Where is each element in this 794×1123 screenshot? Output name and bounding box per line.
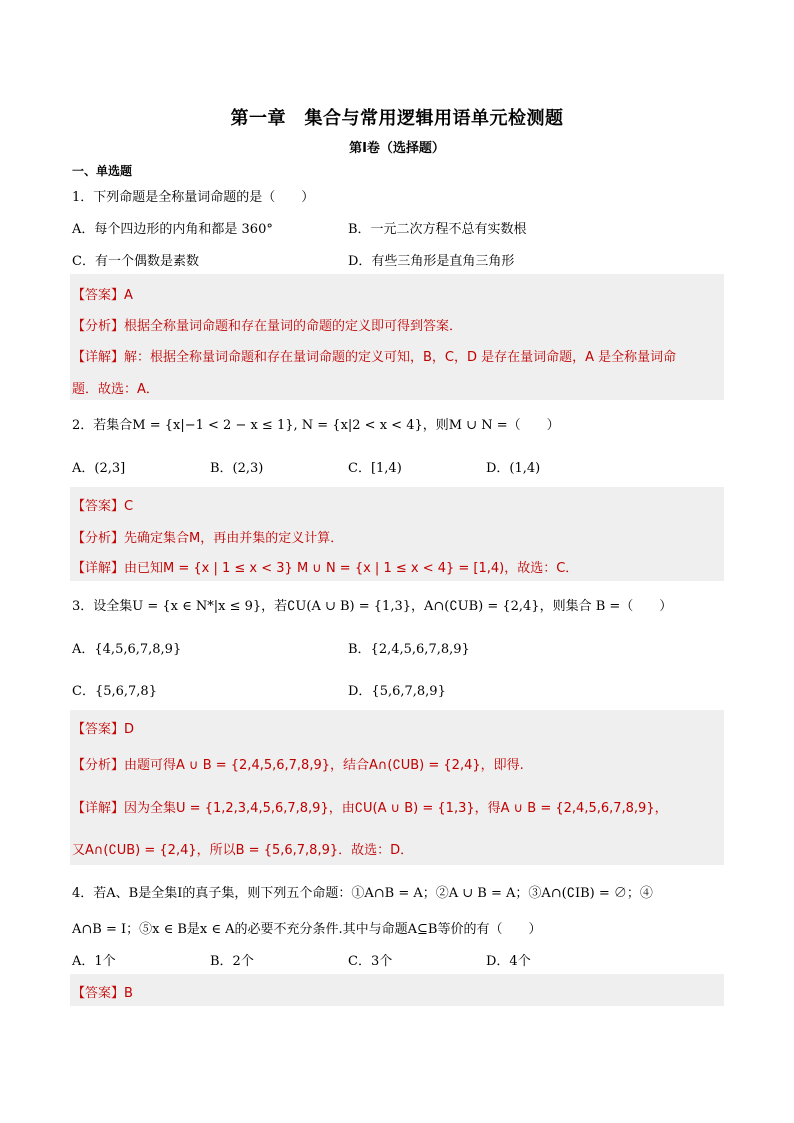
analysis-text: 由题可得A ∪ B = {2,4,5,6,7,8,9}，结合A∩(∁UB) = {2,4}，即得. bbox=[124, 758, 524, 773]
q4-option-c: C．3个 bbox=[348, 954, 393, 969]
detail-text: 解：根据全称量词命题和存在量词命题的定义可知，B，C，D 是存在量词命题，A 是全称量词命 bbox=[124, 350, 677, 365]
detail-text: 由已知M = {x | 1 ≤ x < 3} M ∪ N = {x | 1 ≤ x < 4} = [1,4)，故选：C． bbox=[124, 561, 579, 576]
q4-option-b: B．2个 bbox=[210, 954, 254, 969]
q2-analysis bbox=[72, 527, 343, 546]
detail-tag: 【详解】 bbox=[72, 350, 125, 365]
answer-value: C bbox=[124, 499, 134, 514]
analysis-text: 先确定集合M，再由并集的定义计算． bbox=[124, 531, 344, 546]
q3-option-c: C．{5,6,7,8} bbox=[72, 684, 157, 699]
q2-option-b: B．(2,3) bbox=[210, 461, 264, 476]
q4-option-d: D．4个 bbox=[486, 954, 531, 969]
analysis-tag: 【分析】 bbox=[72, 758, 125, 773]
document-subtitle: 第Ⅰ卷（选择题） bbox=[349, 141, 445, 156]
question-4-stem-line-2: A∩B = I；⑤x ∈ B是x ∈ A的必要不充分条件.其中与命题A⊆B等价的有（ ） bbox=[72, 922, 542, 937]
q1-option-c: C．有一个偶数是素数 bbox=[72, 254, 199, 269]
question-3-stem: 3．设全集U = {x ∈ N*|x ≤ 9}，若∁U(A ∪ B) = {1,3}，A∩(∁UB) = {2,4}，则集合 B =（ ） bbox=[72, 599, 673, 614]
q1-answer bbox=[72, 284, 133, 303]
q2-answer bbox=[72, 495, 133, 514]
answer-tag: 【答案】 bbox=[72, 986, 125, 1001]
question-4-stem-line-1: 4．若A、B是全集I的真子集，则下列五个命题：①A∩B = A；②A ∪ B = A；③A∩(∁IB) = ∅；④ bbox=[72, 886, 653, 901]
answer-value: B bbox=[124, 986, 133, 1001]
q4-answer-panel bbox=[70, 974, 724, 1006]
q1-answer-panel bbox=[70, 274, 724, 400]
q2-option-a: A．(2,3] bbox=[72, 461, 126, 476]
q3-analysis bbox=[72, 754, 524, 773]
q1-option-b: B．一元二次方程不总有实数根 bbox=[348, 222, 527, 237]
q3-detail-line-2: 又A∩(∁UB) = {2,4}，所以B = {5,6,7,8,9}．故选：D． bbox=[72, 843, 414, 858]
question-1-stem: 1．下列命题是全称量词命题的是（ ） bbox=[72, 190, 315, 205]
q2-option-d: D．(1,4) bbox=[486, 461, 541, 476]
analysis-tag: 【分析】 bbox=[72, 319, 125, 334]
q1-detail-line-1 bbox=[72, 346, 676, 365]
q3-option-a: A．{4,5,6,7,8,9} bbox=[72, 642, 182, 657]
q1-option-a: A．每个四边形的内角和都是 360° bbox=[72, 222, 273, 237]
answer-value: A bbox=[124, 288, 133, 303]
q2-option-c: C．[1,4) bbox=[348, 461, 402, 476]
q1-detail-line-2: 题．故选：A． bbox=[72, 382, 159, 397]
analysis-tag: 【分析】 bbox=[72, 531, 125, 546]
q1-analysis bbox=[72, 315, 462, 334]
answer-tag: 【答案】 bbox=[72, 288, 125, 303]
q4-answer bbox=[72, 982, 133, 1001]
answer-value: D bbox=[124, 722, 135, 737]
q3-answer bbox=[72, 718, 134, 737]
q2-detail bbox=[72, 557, 578, 576]
detail-text: 因为全集U = {1,2,3,4,5,6,7,8,9}，由∁U(A ∪ B) = {1,3}，得A ∪ B = {2,4,5,6,7,8,9}， bbox=[124, 801, 668, 816]
section-heading: 一、单选题 bbox=[72, 164, 133, 178]
q4-option-a: A．1个 bbox=[72, 954, 116, 969]
detail-tag: 【详解】 bbox=[72, 801, 125, 816]
analysis-text: 根据全称量词命题和存在量词的命题的定义即可得到答案． bbox=[124, 319, 463, 334]
q3-detail-line-1 bbox=[72, 797, 668, 816]
document-title: 第一章 集合与常用逻辑用语单元检测题 bbox=[230, 108, 564, 129]
question-2-stem: 2．若集合M = {x|−1 < 2 − x ≤ 1}, N = {x|2 < x < 4}，则M ∪ N =（ ） bbox=[72, 418, 560, 433]
detail-tag: 【详解】 bbox=[72, 561, 125, 576]
q1-option-d: D．有些三角形是直角三角形 bbox=[348, 254, 515, 269]
answer-tag: 【答案】 bbox=[72, 499, 125, 514]
answer-tag: 【答案】 bbox=[72, 722, 125, 737]
q3-option-b: B．{2,4,5,6,7,8,9} bbox=[348, 642, 470, 657]
q3-option-d: D．{5,6,7,8,9} bbox=[348, 684, 446, 699]
